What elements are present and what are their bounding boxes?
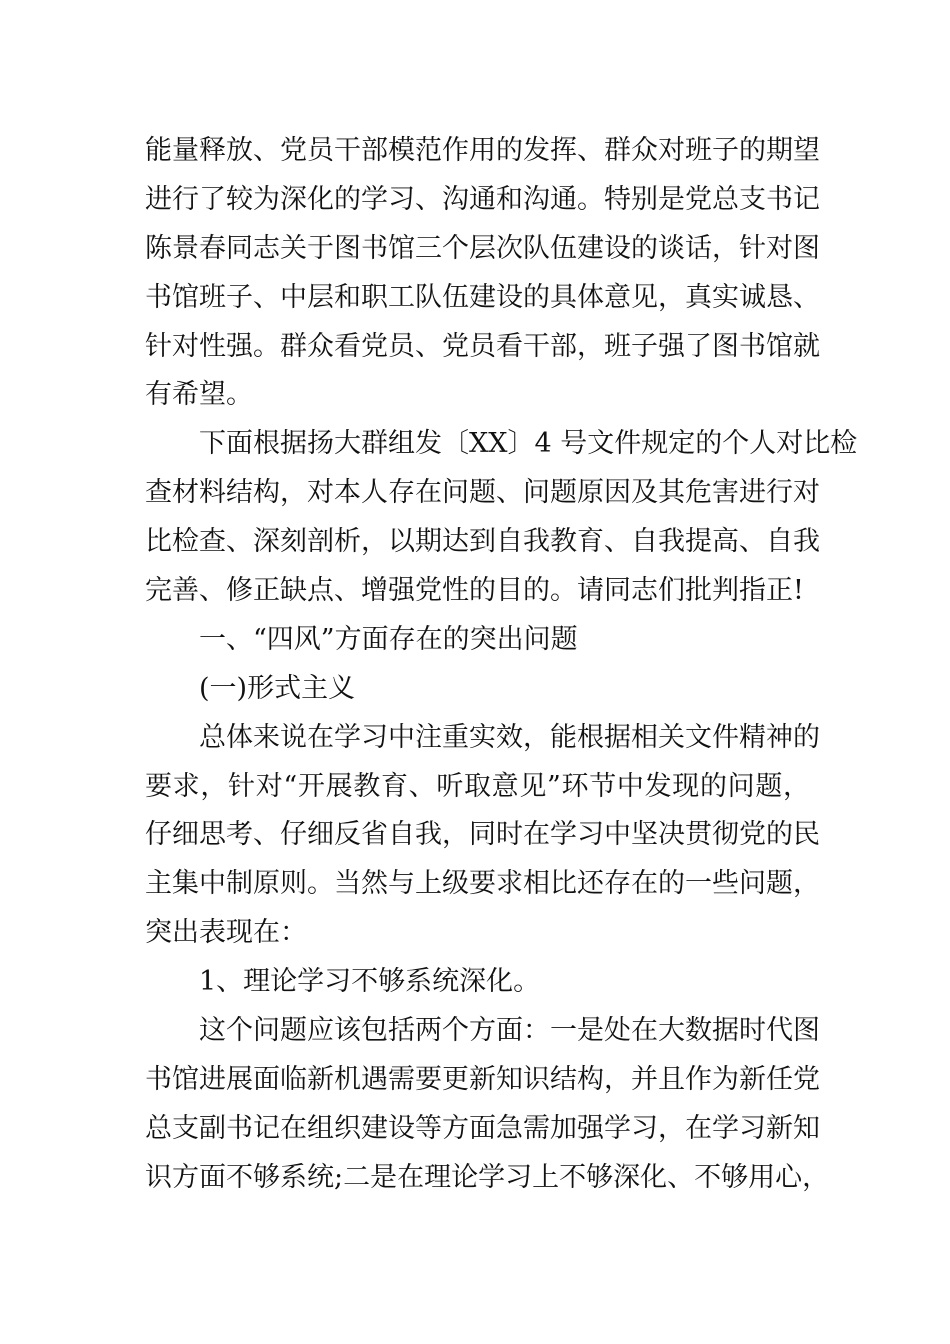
text-line: 1、理论学习不够系统深化。 <box>199 966 541 998</box>
text-line: 下面根据扬大群组发〔XX〕4 号文件规定的个人对比检 <box>199 428 858 460</box>
text-line: 总体来说在学习中注重实效，能根据相关文件精神的 <box>199 721 820 753</box>
text-line: 主集中制原则。当然与上级要求相比还存在的一些问题， <box>145 868 820 900</box>
text-line: 有希望。 <box>145 379 253 411</box>
text-line: 突出表现在： <box>145 917 307 949</box>
text-line: 识方面不够系统;二是在理论学习上不够深化、不够用心， <box>145 1161 830 1193</box>
text-line: 查材料结构，对本人存在问题、问题原因及其危害进行对 <box>145 477 820 509</box>
text-line: 一、“四风”方面存在的突出问题 <box>199 623 578 655</box>
text-line: 比检查、深刻剖析，以期达到自我教育、自我提高、自我 <box>145 526 820 558</box>
text-line: 能量释放、党员干部模范作用的发挥、群众对班子的期望 <box>145 135 820 166</box>
text-line: 总支副书记在组织建设等方面急需加强学习，在学习新知 <box>145 1112 820 1144</box>
text-line: 书馆进展面临新机遇需要更新知识结构，并且作为新任党 <box>145 1063 820 1095</box>
text-line: 针对性强。群众看党员、党员看干部，班子强了图书馆就 <box>145 330 820 362</box>
text-line: 陈景春同志关于图书馆三个层次队伍建设的谈话，针对图 <box>145 232 820 264</box>
text-line: 完善、修正缺点、增强党性的目的。请同志们批判指正! <box>145 575 804 607</box>
text-line: (一)形式主义 <box>199 672 356 704</box>
text-line: 书馆班子、中层和职工队伍建设的具体意见，真实诚恳、 <box>145 281 820 313</box>
text-line: 这个问题应该包括两个方面：一是处在大数据时代图 <box>199 1015 820 1047</box>
document-body <box>145 127 858 1203</box>
text-line: 仔细思考、仔细反省自我，同时在学习中坚决贯彻党的民 <box>145 819 820 851</box>
text-line: 进行了较为深化的学习、沟通和沟通。特别是党总支书记 <box>145 183 820 215</box>
text-line: 要求，针对“开展教育、听取意见”环节中发现的问题， <box>145 770 810 802</box>
